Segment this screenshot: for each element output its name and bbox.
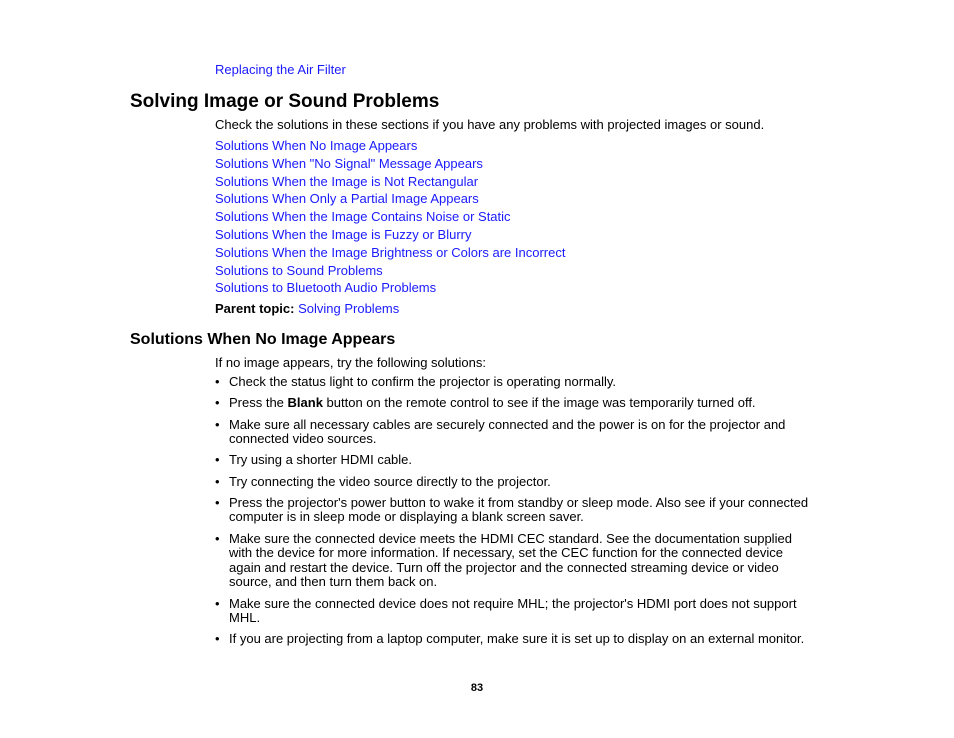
bullet-item	[215, 597, 815, 626]
bullet-dot-icon: •	[215, 595, 220, 611]
bullet-dot-icon: •	[215, 530, 220, 546]
parent-topic	[215, 301, 399, 317]
solution-link-partial-image[interactable]: Solutions When Only a Partial Image Appears	[215, 191, 479, 207]
solution-link-bluetooth-audio[interactable]: Solutions to Bluetooth Audio Problems	[215, 280, 437, 296]
bullet-text: Check the status light to confirm the projector is operating normally.	[229, 374, 617, 389]
bullet-text: Try connecting the video source directly to the projector.	[229, 473, 551, 489]
bullet-item	[215, 532, 815, 590]
bullet-text: Press the	[229, 395, 288, 411]
bullet-item	[215, 453, 815, 468]
solutions-bullet-list	[215, 375, 815, 654]
bullet-text: Make sure the connected device does not require MHL; the projector's HDMI port does not support MHL.	[229, 595, 797, 626]
replacing-air-filter-link[interactable]: Replacing the Air Filter	[215, 62, 346, 77]
list-item	[215, 208, 565, 226]
parent-topic-link[interactable]: Solving Problems	[298, 301, 400, 316]
solution-link-no-image[interactable]: Solutions When No Image Appears	[215, 138, 418, 153]
solution-link-noise-static[interactable]: Solutions When the Image Contains Noise or Static	[215, 209, 511, 225]
bullet-item	[215, 496, 815, 525]
list-item	[215, 226, 565, 244]
subsection-title: Solutions When No Image Appears	[130, 331, 396, 348]
list-item	[215, 190, 565, 208]
bullet-text: Press the projector's power button to wake it from standby or sleep mode. Also see if your connected computer is in sleep mode or displaying a blank screen saver.	[229, 494, 809, 525]
bullet-text: If you are projecting from a laptop computer, make sure it is set up to display on an external monitor.	[229, 631, 805, 647]
bullet-text: Make sure the connected device meets the HDMI CEC standard. See the documentation supplied with the device for more information. If necessary, set the CEC function for the connected device again and restart the device. Turn off the projector and the connected streaming device or video source, and then turn them back on.	[229, 530, 792, 590]
solution-link-no-signal[interactable]: Solutions When "No Signal" Message Appears	[215, 155, 483, 171]
solution-link-brightness-colors[interactable]: Solutions When the Image Brightness or Colors are Incorrect	[215, 244, 566, 260]
list-item	[215, 137, 565, 155]
section-intro: Check the solutions in these sections if you have any problems with projected images or sound.	[215, 117, 765, 132]
subsection-intro: If no image appears, try the following solutions:	[215, 355, 486, 370]
bullet-item	[215, 375, 815, 390]
list-item	[215, 279, 565, 297]
bullet-text: Try using a shorter HDMI cable.	[229, 452, 413, 468]
bullet-item	[215, 475, 815, 490]
solution-link-fuzzy-blurry[interactable]: Solutions When the Image is Fuzzy or Blurry	[215, 226, 472, 242]
section-title: Solving Image or Sound Problems	[130, 91, 440, 112]
solution-link-not-rectangular[interactable]: Solutions When the Image is Not Rectangular	[215, 173, 479, 189]
list-item	[215, 262, 565, 280]
bullet-bold-text: Blank	[287, 395, 323, 411]
solutions-link-list	[215, 137, 565, 297]
page-number: 83	[470, 682, 484, 694]
bullet-dot-icon: •	[215, 416, 220, 432]
list-item	[215, 155, 565, 173]
bullet-dot-icon: •	[215, 631, 220, 647]
parent-topic-label: Parent topic:	[215, 301, 295, 316]
bullet-dot-icon: •	[215, 473, 220, 489]
bullet-dot-icon: •	[215, 452, 220, 468]
bullet-text: button on the remote control to see if the image was temporarily turned off.	[322, 395, 756, 411]
list-item	[215, 244, 565, 262]
bullet-dot-icon: •	[215, 395, 220, 411]
solution-link-sound[interactable]: Solutions to Sound Problems	[215, 262, 383, 278]
bullet-dot-icon: •	[215, 374, 220, 389]
list-item	[215, 173, 565, 191]
bullet-item	[215, 396, 815, 411]
bullet-item	[215, 632, 815, 647]
bullet-text: Make sure all necessary cables are securely connected and the power is on for the projector and connected video sources.	[229, 416, 786, 447]
bullet-dot-icon: •	[215, 494, 220, 510]
bullet-item	[215, 418, 815, 447]
